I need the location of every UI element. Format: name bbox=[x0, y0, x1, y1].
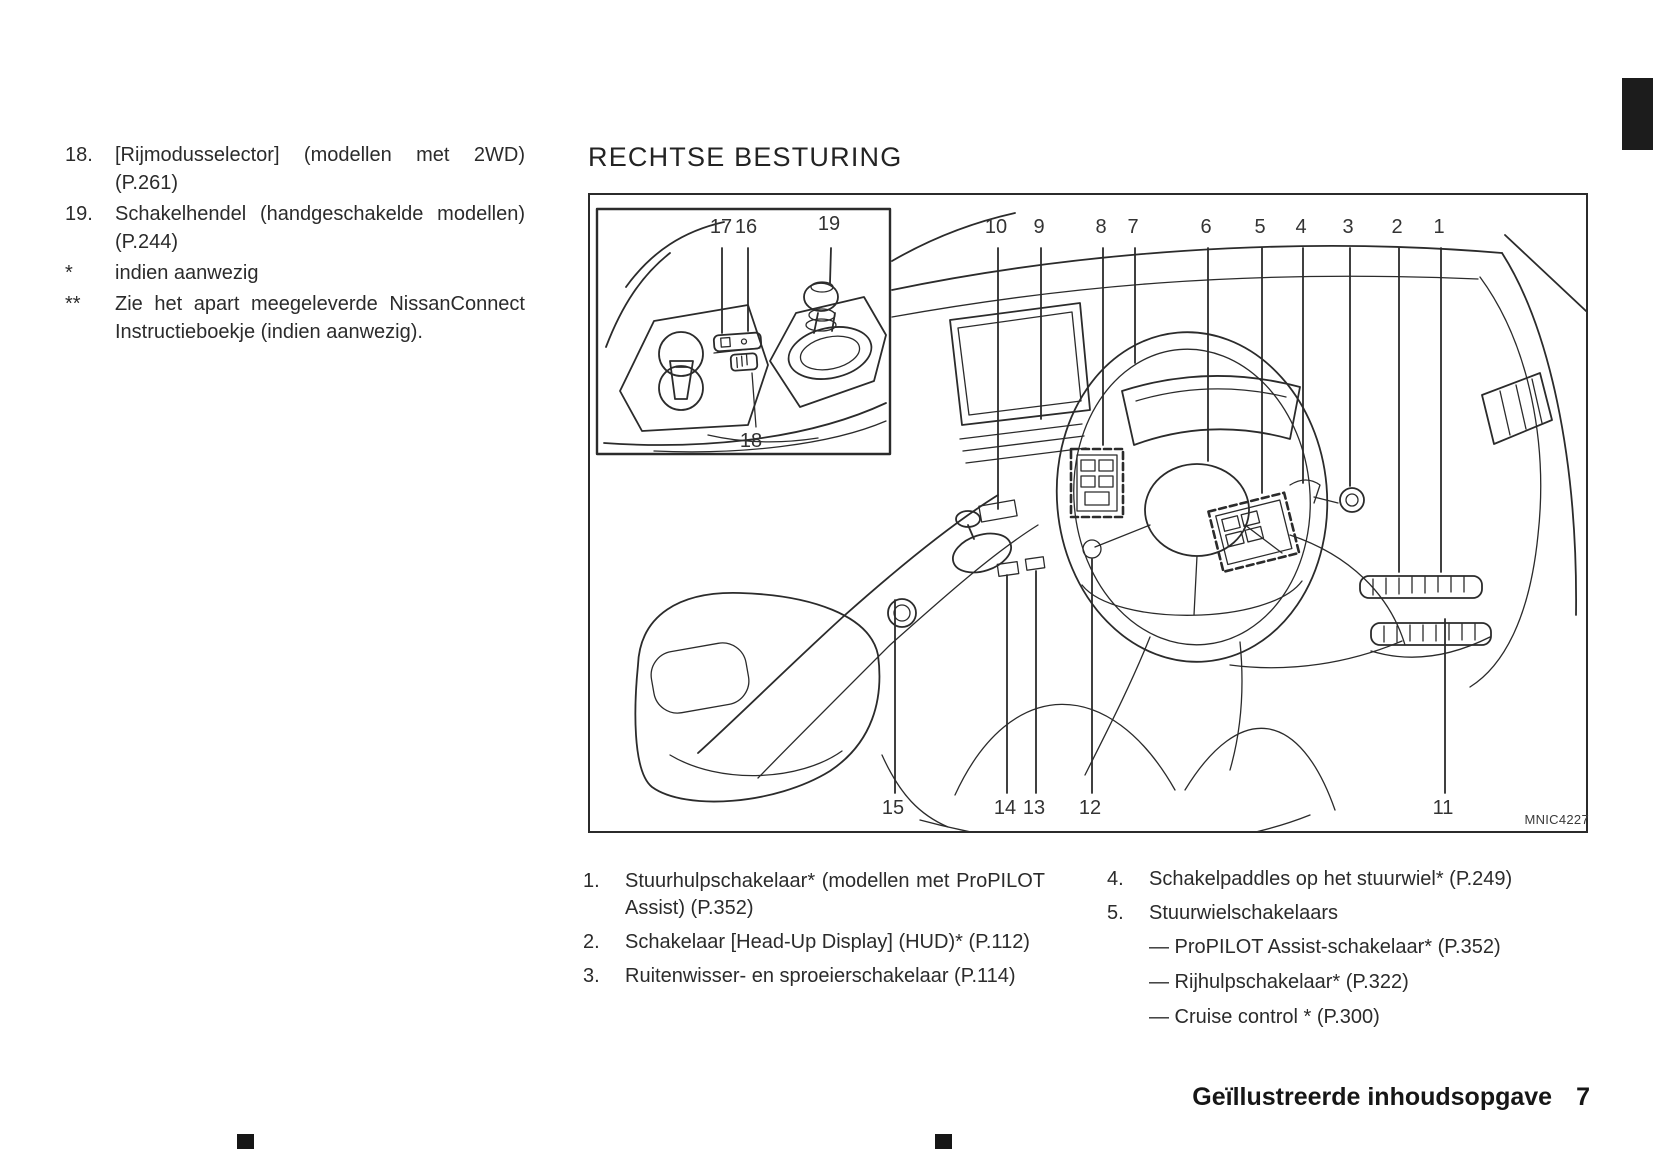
note-text: indien aanwezig bbox=[115, 262, 259, 284]
legend-item-4 bbox=[1107, 866, 1577, 893]
diagram-frame bbox=[588, 193, 1588, 833]
legend-number: 4. bbox=[1107, 868, 1124, 890]
legend-item-2 bbox=[583, 929, 1045, 956]
legend-text: Stuurwielschakelaars bbox=[1149, 902, 1338, 924]
callout-2: 2 bbox=[1391, 216, 1403, 238]
legend-number: 1. bbox=[583, 870, 600, 892]
note-item-18 bbox=[65, 141, 527, 197]
note-text: Zie het apart meegeleverde NissanConnect Instructieboekje (indien aanwezig). bbox=[115, 293, 525, 343]
legend-text: Schakelaar [Head-Up Display] (HUD)* (P.112) bbox=[625, 931, 1030, 953]
legend-subitem-propilot: — ProPILOT Assist-schakelaar* (P.352) bbox=[1149, 936, 1501, 958]
callout-16: 16 bbox=[734, 216, 758, 238]
callout-13: 13 bbox=[1022, 797, 1046, 819]
callout-5: 5 bbox=[1254, 216, 1266, 238]
image-code: MNIC4227 bbox=[1524, 812, 1589, 827]
footer-section-title: Geïllustreerde inhoudsopgave bbox=[1192, 1083, 1553, 1111]
console-inset-illustration bbox=[597, 209, 890, 454]
legend-subitem-cruise: — Cruise control * (P.300) bbox=[1149, 1006, 1380, 1028]
legend-left-column bbox=[583, 868, 1045, 997]
callout-3: 3 bbox=[1342, 216, 1354, 238]
legend-subitem-rijhulp: — Rijhulpschakelaar* (P.322) bbox=[1149, 971, 1409, 993]
notes-column bbox=[65, 141, 527, 349]
note-item-double-asterisk bbox=[65, 290, 527, 346]
legend-item-1 bbox=[583, 868, 1045, 922]
page-footer bbox=[1192, 1083, 1590, 1112]
legend-text: Stuurhulpschakelaar* (modellen met ProPILOT Assist) (P.352) bbox=[625, 870, 1045, 919]
callout-17: 17 bbox=[709, 216, 733, 238]
note-number: 18. bbox=[65, 144, 93, 166]
callout-11: 11 bbox=[1432, 797, 1454, 819]
page-number: 7 bbox=[1576, 1083, 1590, 1111]
section-title: RECHTSE BESTURING bbox=[588, 142, 903, 172]
legend-text: Ruitenwisser- en sproeierschakelaar (P.114) bbox=[625, 965, 1016, 987]
callout-9: 9 bbox=[1033, 216, 1045, 238]
note-text: Schakelhendel (handgeschakelde modellen) (P.244) bbox=[115, 203, 525, 253]
note-item-19 bbox=[65, 200, 527, 256]
chapter-edge-tab bbox=[1622, 78, 1653, 150]
print-mark-left bbox=[237, 1134, 254, 1149]
callout-1: 1 bbox=[1433, 216, 1445, 238]
callout-15: 15 bbox=[881, 797, 905, 819]
callout-7: 7 bbox=[1127, 216, 1139, 238]
callout-6: 6 bbox=[1200, 216, 1212, 238]
callout-14: 14 bbox=[993, 797, 1017, 819]
legend-number: 5. bbox=[1107, 902, 1124, 924]
note-number: 19. bbox=[65, 203, 93, 225]
dashboard-illustration bbox=[590, 195, 1586, 831]
note-text: [Rijmodusselector] (modellen met 2WD) (P.261) bbox=[115, 144, 525, 194]
callout-10: 10 bbox=[984, 216, 1008, 238]
note-item-asterisk bbox=[65, 259, 527, 287]
callout-4: 4 bbox=[1295, 216, 1307, 238]
legend-item-3 bbox=[583, 963, 1045, 990]
callout-19: 19 bbox=[817, 213, 841, 235]
legend-item-5 bbox=[1107, 900, 1577, 927]
print-mark-center bbox=[935, 1134, 952, 1149]
callout-8: 8 bbox=[1095, 216, 1107, 238]
note-number: ** bbox=[65, 293, 81, 315]
callout-12: 12 bbox=[1078, 797, 1102, 819]
note-number: * bbox=[65, 262, 73, 284]
legend-number: 3. bbox=[583, 965, 600, 987]
callout-18: 18 bbox=[739, 430, 763, 452]
legend-right-column bbox=[1107, 866, 1577, 1039]
legend-number: 2. bbox=[583, 931, 600, 953]
legend-text: Schakelpaddles op het stuurwiel* (P.249) bbox=[1149, 868, 1513, 890]
